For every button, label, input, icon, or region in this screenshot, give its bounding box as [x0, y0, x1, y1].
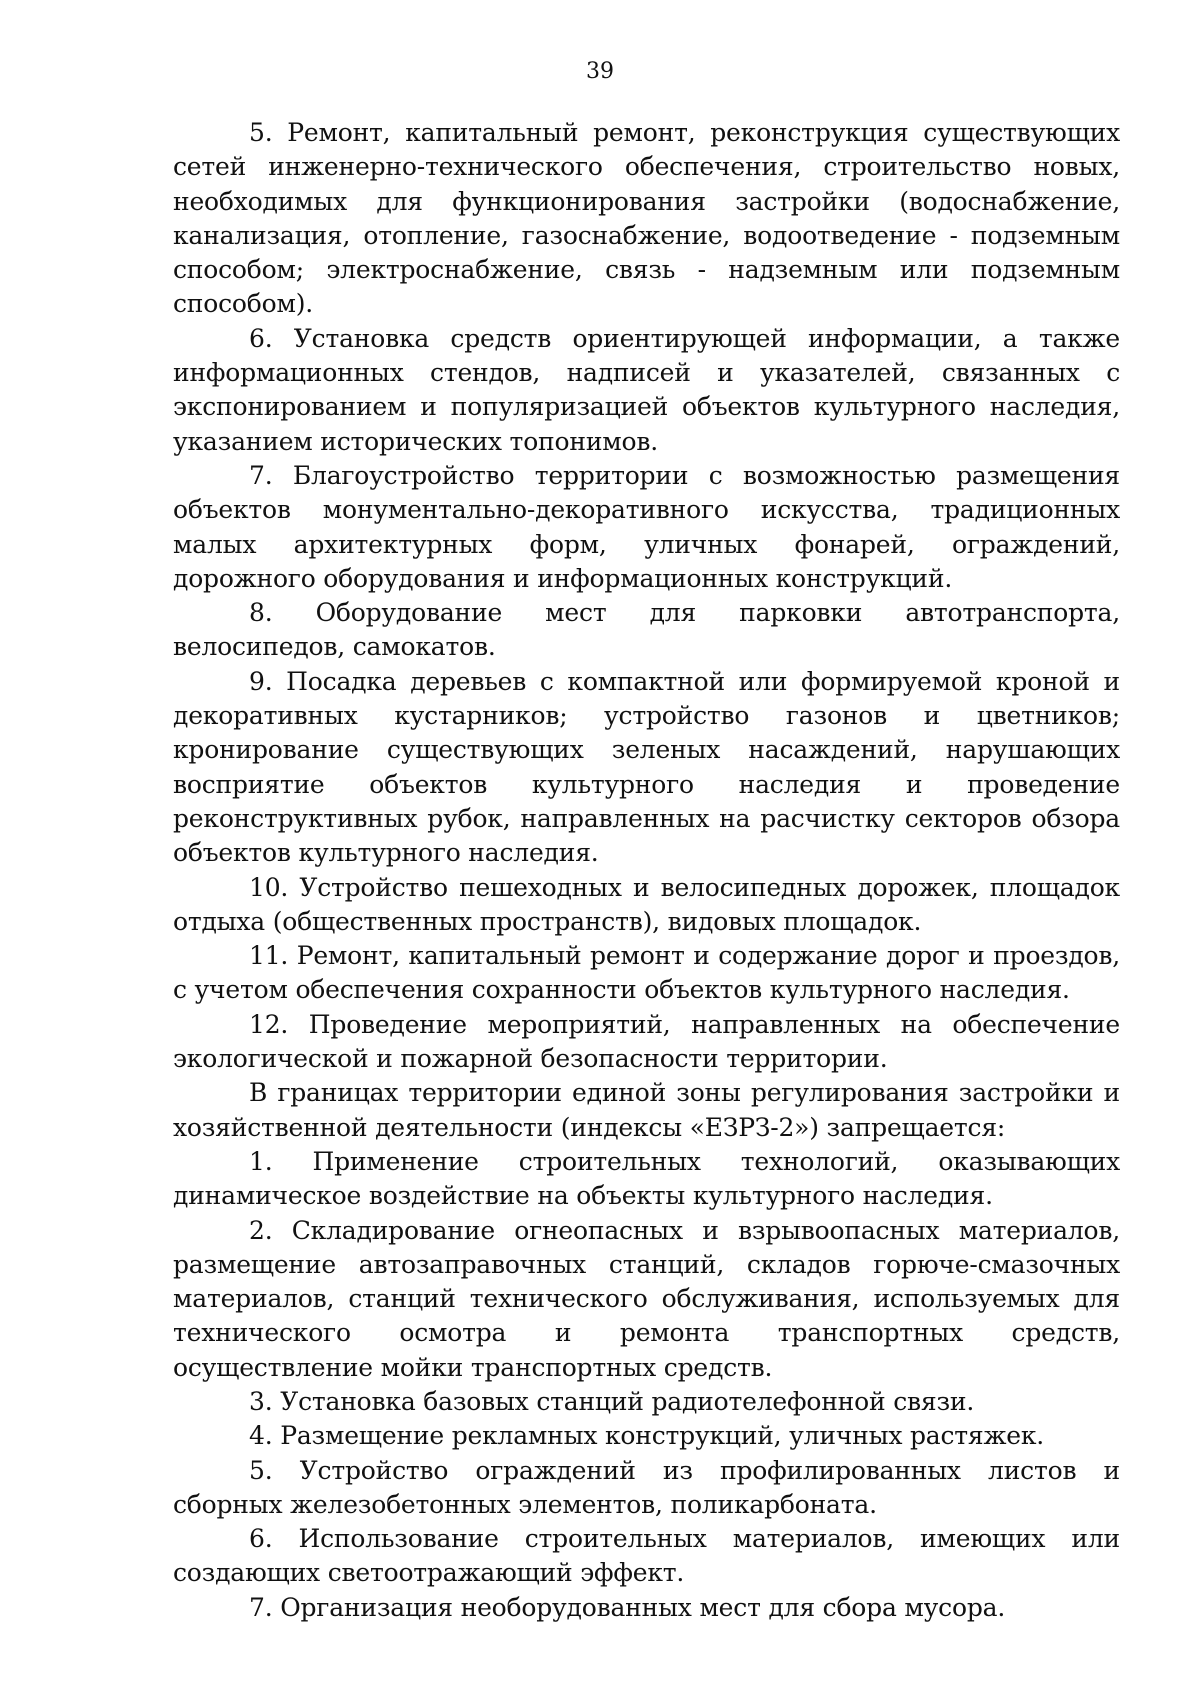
paragraph: 11. Ремонт, капитальный ремонт и содержание дорог и проездов, с учетом обеспечения сохранности объектов культурного наследия. — [173, 941, 1120, 1005]
paragraph: 5. Устройство ограждений из профилированных листов и сборных железобетонных элементов, поликарбоната. — [173, 1455, 1120, 1519]
paragraph: 1. Применение строительных технологий, оказывающих динамическое воздействие на объекты культурного наследия. — [173, 1146, 1120, 1211]
paragraph: В границах территории единой зоны регулирования застройки и хозяйственной деятельности (индексы «ЕЗРЗ-2») запрещается: — [173, 1078, 1120, 1142]
paragraph: 6. Использование строительных материалов, имеющих или создающих светоотражающий эффект. — [173, 1524, 1120, 1588]
paragraph: 2. Складирование огнеопасных и взрывоопасных материалов, размещение автозаправочных станций, складов горюче-смазочных материалов, станций технического обслуживания, используемых для технического осмотра и ремонта транспортных средств, осуществление мойки транспортных средств. — [173, 1215, 1120, 1382]
paragraph: 7. Организация необорудованных мест для сбора мусора. — [249, 1592, 1006, 1622]
paragraph: 8. Оборудование мест для парковки автотранспорта, велосипедов, самокатов. — [173, 598, 1120, 662]
paragraph: 10. Устройство пешеходных и велосипедных дорожек, площадок отдыха (общественных пространств), видовых площадок. — [173, 872, 1120, 936]
paragraph: 12. Проведение мероприятий, направленных на обеспечение экологической и пожарной безопасности территории. — [173, 1009, 1120, 1074]
paragraph: 3. Установка базовых станций радиотелефонной связи. — [249, 1386, 975, 1416]
paragraph: 7. Благоустройство территории с возможностью размещения объектов монументально-декоративного искусства, традиционных малых архитектурных форм, уличных фонарей, ограждений, дорожного оборудования и информационных конструкций. — [173, 460, 1120, 593]
paragraph: 9. Посадка деревьев с компактной или формируемой кроной и декоративных кустарников; устройство газонов и цветников; кронирование существующих зеленых насаждений, нарушающих восприятие объектов культурного наследия и проведение реконструктивных рубок, направленных на расчистку секторов обзора объектов культурного наследия. — [173, 666, 1120, 868]
paragraph: 5. Ремонт, капитальный ремонт, реконструкция существующих сетей инженерно-технического обеспечения, строительство новых, необходимых для функционирования застройки (водоснабжение, канализация, отопление, газоснабжение, водоотведение - подземным способом; электроснабжение, связь - надземным или подземным способом). — [173, 118, 1120, 319]
page-number: 39 — [586, 59, 614, 84]
paragraph: 4. Размещение рекламных конструкций, уличных растяжек. — [249, 1421, 1045, 1451]
paragraph: 6. Установка средств ориентирующей информации, а также информационных стендов, надписей и указателей, связанных с экспонированием и популяризацией объектов культурного наследия, указанием исторических топонимов. — [173, 323, 1120, 456]
page-body — [173, 116, 1120, 1625]
